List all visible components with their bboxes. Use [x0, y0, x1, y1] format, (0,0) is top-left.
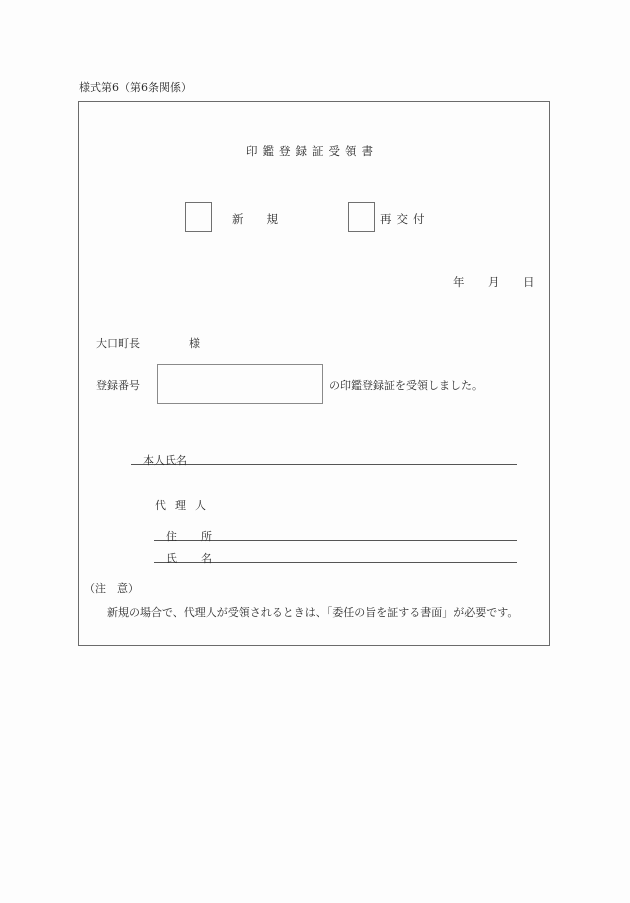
- date-year-label: 年: [453, 275, 465, 289]
- note-body: 新規の場合で、代理人が受領されるときは、「委任の旨を証する書面」が必要です。: [107, 606, 519, 619]
- agent-name-label: 氏名: [166, 552, 236, 565]
- addressee-name: 大口町長: [96, 337, 140, 350]
- document-title: 印鑑登録証受領書: [246, 144, 378, 158]
- addressee-honorific: 様: [189, 337, 200, 350]
- new-checkbox[interactable]: [185, 202, 212, 232]
- self-name-label: 本人氏名: [143, 454, 187, 467]
- self-name-field[interactable]: [200, 451, 510, 464]
- registration-number-label: 登録番号: [96, 379, 140, 392]
- reissue-option-label: 再交付: [380, 212, 430, 226]
- registration-number-field[interactable]: [157, 364, 323, 404]
- form-number: 様式第6（第6条関係）: [79, 81, 192, 94]
- agent-address-field[interactable]: [222, 527, 512, 540]
- note-heading: （注 意）: [84, 582, 139, 595]
- reissue-checkbox[interactable]: [348, 202, 375, 232]
- registration-statement: の印鑑登録証を受領しました。: [329, 379, 483, 392]
- date-day-label: 日: [523, 275, 535, 289]
- agent-address-label: 住所: [166, 530, 236, 543]
- date-month-label: 月: [488, 275, 500, 289]
- new-option-label: 新規: [232, 212, 301, 226]
- agent-heading: 代理人: [155, 499, 215, 512]
- agent-name-field[interactable]: [222, 549, 512, 562]
